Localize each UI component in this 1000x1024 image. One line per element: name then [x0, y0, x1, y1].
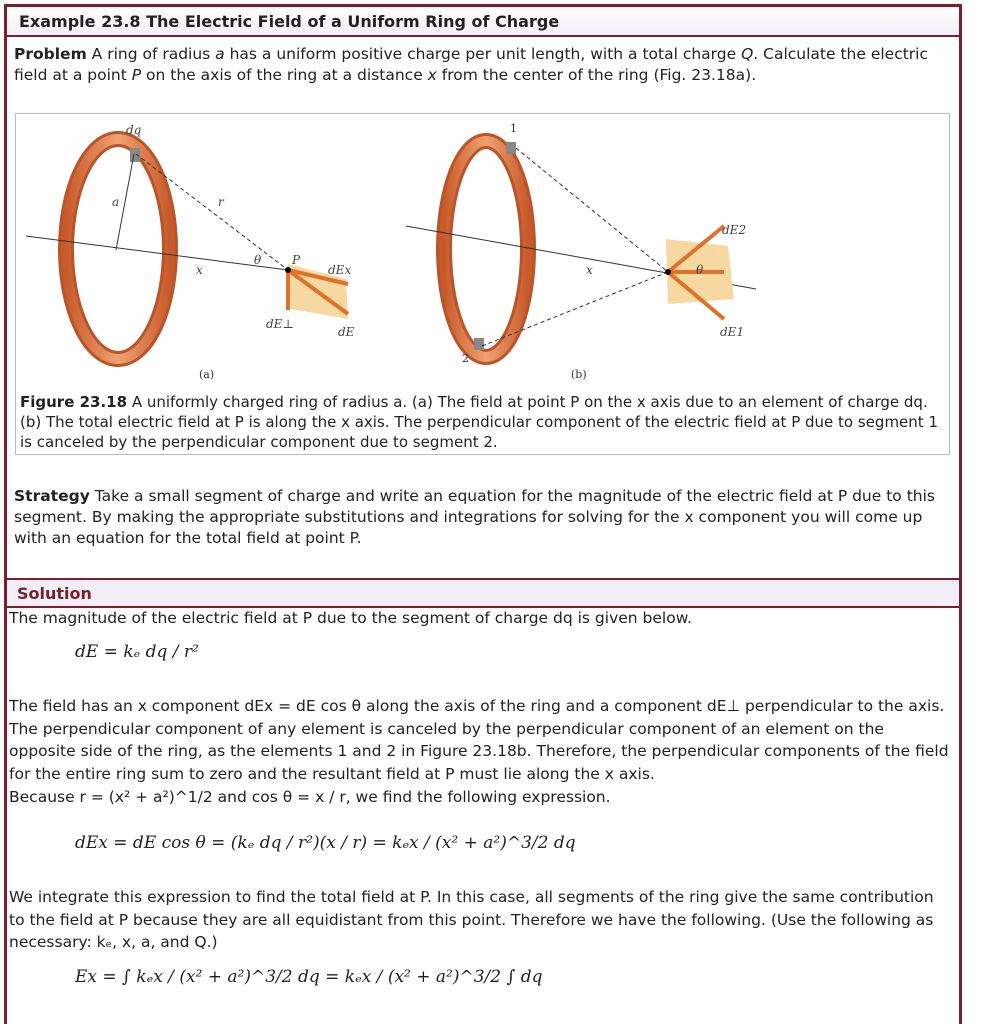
label-dE1: dE1 — [720, 325, 745, 339]
point-P — [285, 267, 291, 273]
label-dq: dq — [126, 123, 142, 137]
solution-heading: Solution — [17, 584, 92, 603]
solution-para-2: The field has an x component dEx = dE cos θ along the axis of the ring and a component dE⊥ perpendicular to the axis. The perpendicular component of any element is canceled by the perpendicular component of an element on the opposite side of the ring, as the elements 1 and 2 in Figure 23.18b. Therefore, the perpendicular components of the field for the entire ring sum to zero and the resultant field at P must lie along the x axis. — [9, 697, 949, 783]
label-P: P — [292, 253, 301, 267]
title-bar — [7, 7, 959, 37]
label-x: x — [196, 263, 203, 277]
equation-Ex: Ex = ∫ kₑx / (x² + a²)^3/2 dq = kₑx / (x² + a²)^3/2 ∫ dq — [75, 967, 543, 987]
point-P-b — [665, 269, 671, 275]
strategy-body: Take a small segment of charge and write an equation for the magnitude of the electric field at P due to this segment. By making the appropriate substitutions and integrations for solving for the x component you will come up with an equation for the total field at point P. — [14, 487, 935, 547]
solution-para-1: The magnitude of the electric field at P due to the segment of charge dq is given below. — [9, 609, 692, 627]
problem-part: on the axis of the ring at a distance — [141, 66, 428, 84]
label-theta: θ — [254, 253, 262, 267]
label-seg1: 1 — [510, 122, 517, 135]
problem-part: . Calculate the electric field at a point — [14, 45, 929, 84]
problem-part: from the center of the ring (Fig. 23.18a). — [436, 66, 757, 84]
problem-part: has a uniform positive charge per unit length, with a total charge — [224, 45, 742, 63]
ring-b — [444, 141, 528, 357]
problem-label: Problem — [14, 45, 87, 63]
label-dEx: dEx — [328, 263, 352, 277]
solution-para-3: We integrate this expression to find the total field at P. In this case, all segments of the ring give the same contribution to the field at P because they are all equidistant from this point. Therefore we have the following. (Use the following as necessary: kₑ, x, a, and Q.) — [9, 888, 934, 951]
var-Q: Q — [741, 45, 754, 63]
ring-a — [66, 139, 170, 359]
strategy-text — [14, 486, 949, 549]
equation-dE: dE = kₑ dq / r² — [75, 642, 199, 662]
figure-caption — [20, 392, 948, 452]
label-fig-a: (a) — [199, 368, 215, 381]
problem-part: A ring of radius — [86, 45, 216, 63]
var-P: P — [131, 66, 142, 84]
equation-dEx: dEx = dE cos θ = (kₑ dq / r²)(x / r) = kₑx / (x² + a²)^3/2 dq — [75, 833, 576, 853]
segment-1 — [506, 142, 516, 154]
example-title: Example 23.8 The Electric Field of a Uniform Ring of Charge — [19, 12, 560, 31]
var-x: x — [427, 66, 437, 84]
strategy-label: Strategy — [14, 487, 90, 505]
label-dEperp: dE⊥ — [266, 317, 294, 331]
figure-caption-text: A uniformly charged ring of radius a. (a) The field at point P on the x axis due to an element of charge dq. (b) The total electric field at P is along the x axis. The perpendicular component of the electric field at P due to segment 1 is canceled by the perpendicular component due to segment 2. — [20, 393, 938, 451]
line-2 — [482, 272, 668, 346]
segment-2 — [474, 338, 484, 350]
problem-text — [14, 44, 949, 86]
line-1 — [516, 148, 668, 272]
dq-segment — [130, 148, 140, 162]
r-line — [136, 154, 288, 270]
label-r: r — [218, 195, 224, 209]
solution-para-2b: Because r = (x² + a²)^1/2 and cos θ = x / r, we find the following expression. — [9, 788, 611, 806]
label-dE2: dE2 — [722, 223, 747, 237]
label-x-b: x — [586, 263, 593, 277]
label-seg2: 2 — [462, 352, 469, 365]
label-fig-b: (b) — [571, 368, 587, 381]
label-a: a — [112, 195, 120, 209]
label-dE: dE — [338, 325, 355, 339]
var-a: a — [215, 45, 225, 63]
solution-header — [7, 578, 959, 608]
label-theta-b: θ — [696, 263, 704, 277]
figure-caption-label: Figure 23.18 — [20, 393, 128, 411]
